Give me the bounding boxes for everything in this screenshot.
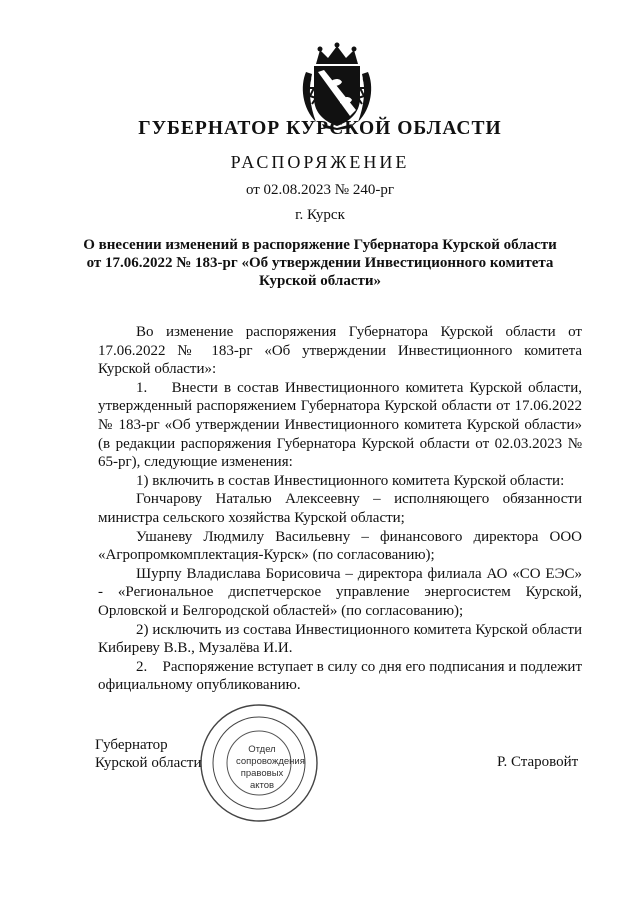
body-paragraph: Шурпу Владислава Борисовича – директора филиала АО «СО ЕЭС» - «Региональное диспетчерское управление энергосистем Курской, Орловской и Белгородской областей» (по согласованию); (98, 565, 582, 619)
document-date-number: от 02.08.2023 № 240-рг (245, 182, 395, 198)
body-paragraph: Во изменение распоряжения Губернатора Курской области от 17.06.2022 № 183-рг «Об утверждении Инвестиционного комитета Курской области»: (98, 324, 582, 378)
subject-line: Курской области» (258, 273, 382, 289)
signatory-title-line: Курской области (95, 755, 202, 771)
body-paragraph: 1) включить в состав Инвестиционного комитета Курской области: (136, 472, 565, 489)
body-paragraph: 2) исключить из состава Инвестиционного комитета Курской области Кибиреву В.В., Музалёва И.И. (98, 621, 582, 657)
body-paragraph: Гончарову Наталью Алексеевну – исполняющего обязанности министра сельского хозяйства Курской области; (98, 491, 582, 526)
subject-line: от 17.06.2022 № 183-рг «Об утверждении Инвестиционного комитета (86, 255, 554, 271)
stamp-line: правовых (240, 768, 284, 779)
body-paragraph: Ушаневу Людмилу Васильевну – финансового директора ООО «Агропромкомплектация-Курск» (по согласованию); (98, 528, 582, 564)
subject-line: О внесении изменений в распоряжение Губернатора Курской области (83, 237, 557, 253)
signatory-title (95, 736, 201, 772)
signatory-title-line: Губернатор (95, 737, 168, 753)
signatory-name: Р. Старовойт (497, 754, 579, 770)
document-type: РАСПОРЯЖЕНИЕ (230, 152, 410, 172)
stamp-line: сопровождения (236, 756, 305, 767)
coat-of-arms-emblem (300, 42, 374, 130)
body-paragraph: 2. Распоряжение вступает в силу со дня его подписания и подлежит официальному опубликованию. (98, 658, 582, 694)
stamp-line: актов (249, 780, 275, 791)
stamp-line: Отдел (248, 744, 276, 755)
governor-title: ГУБЕРНАТОР КУРСКОЙ ОБЛАСТИ (138, 118, 502, 139)
document-body (98, 323, 582, 695)
document-subject (0, 236, 640, 290)
body-paragraph: 1. Внести в состав Инвестиционного комитета Курской области, утвержденный распоряжением Губернатора Курской области от 17.06.2022 № 183-рг «Об утверждении Инвестиционного комитета Курской области» (в редакции распоряжения Губернатора Курской области от 02.03.2023 № 65-рг), следующие изменения: (98, 379, 582, 471)
document-city: г. Курск (295, 207, 345, 223)
stamp-text (236, 744, 305, 792)
